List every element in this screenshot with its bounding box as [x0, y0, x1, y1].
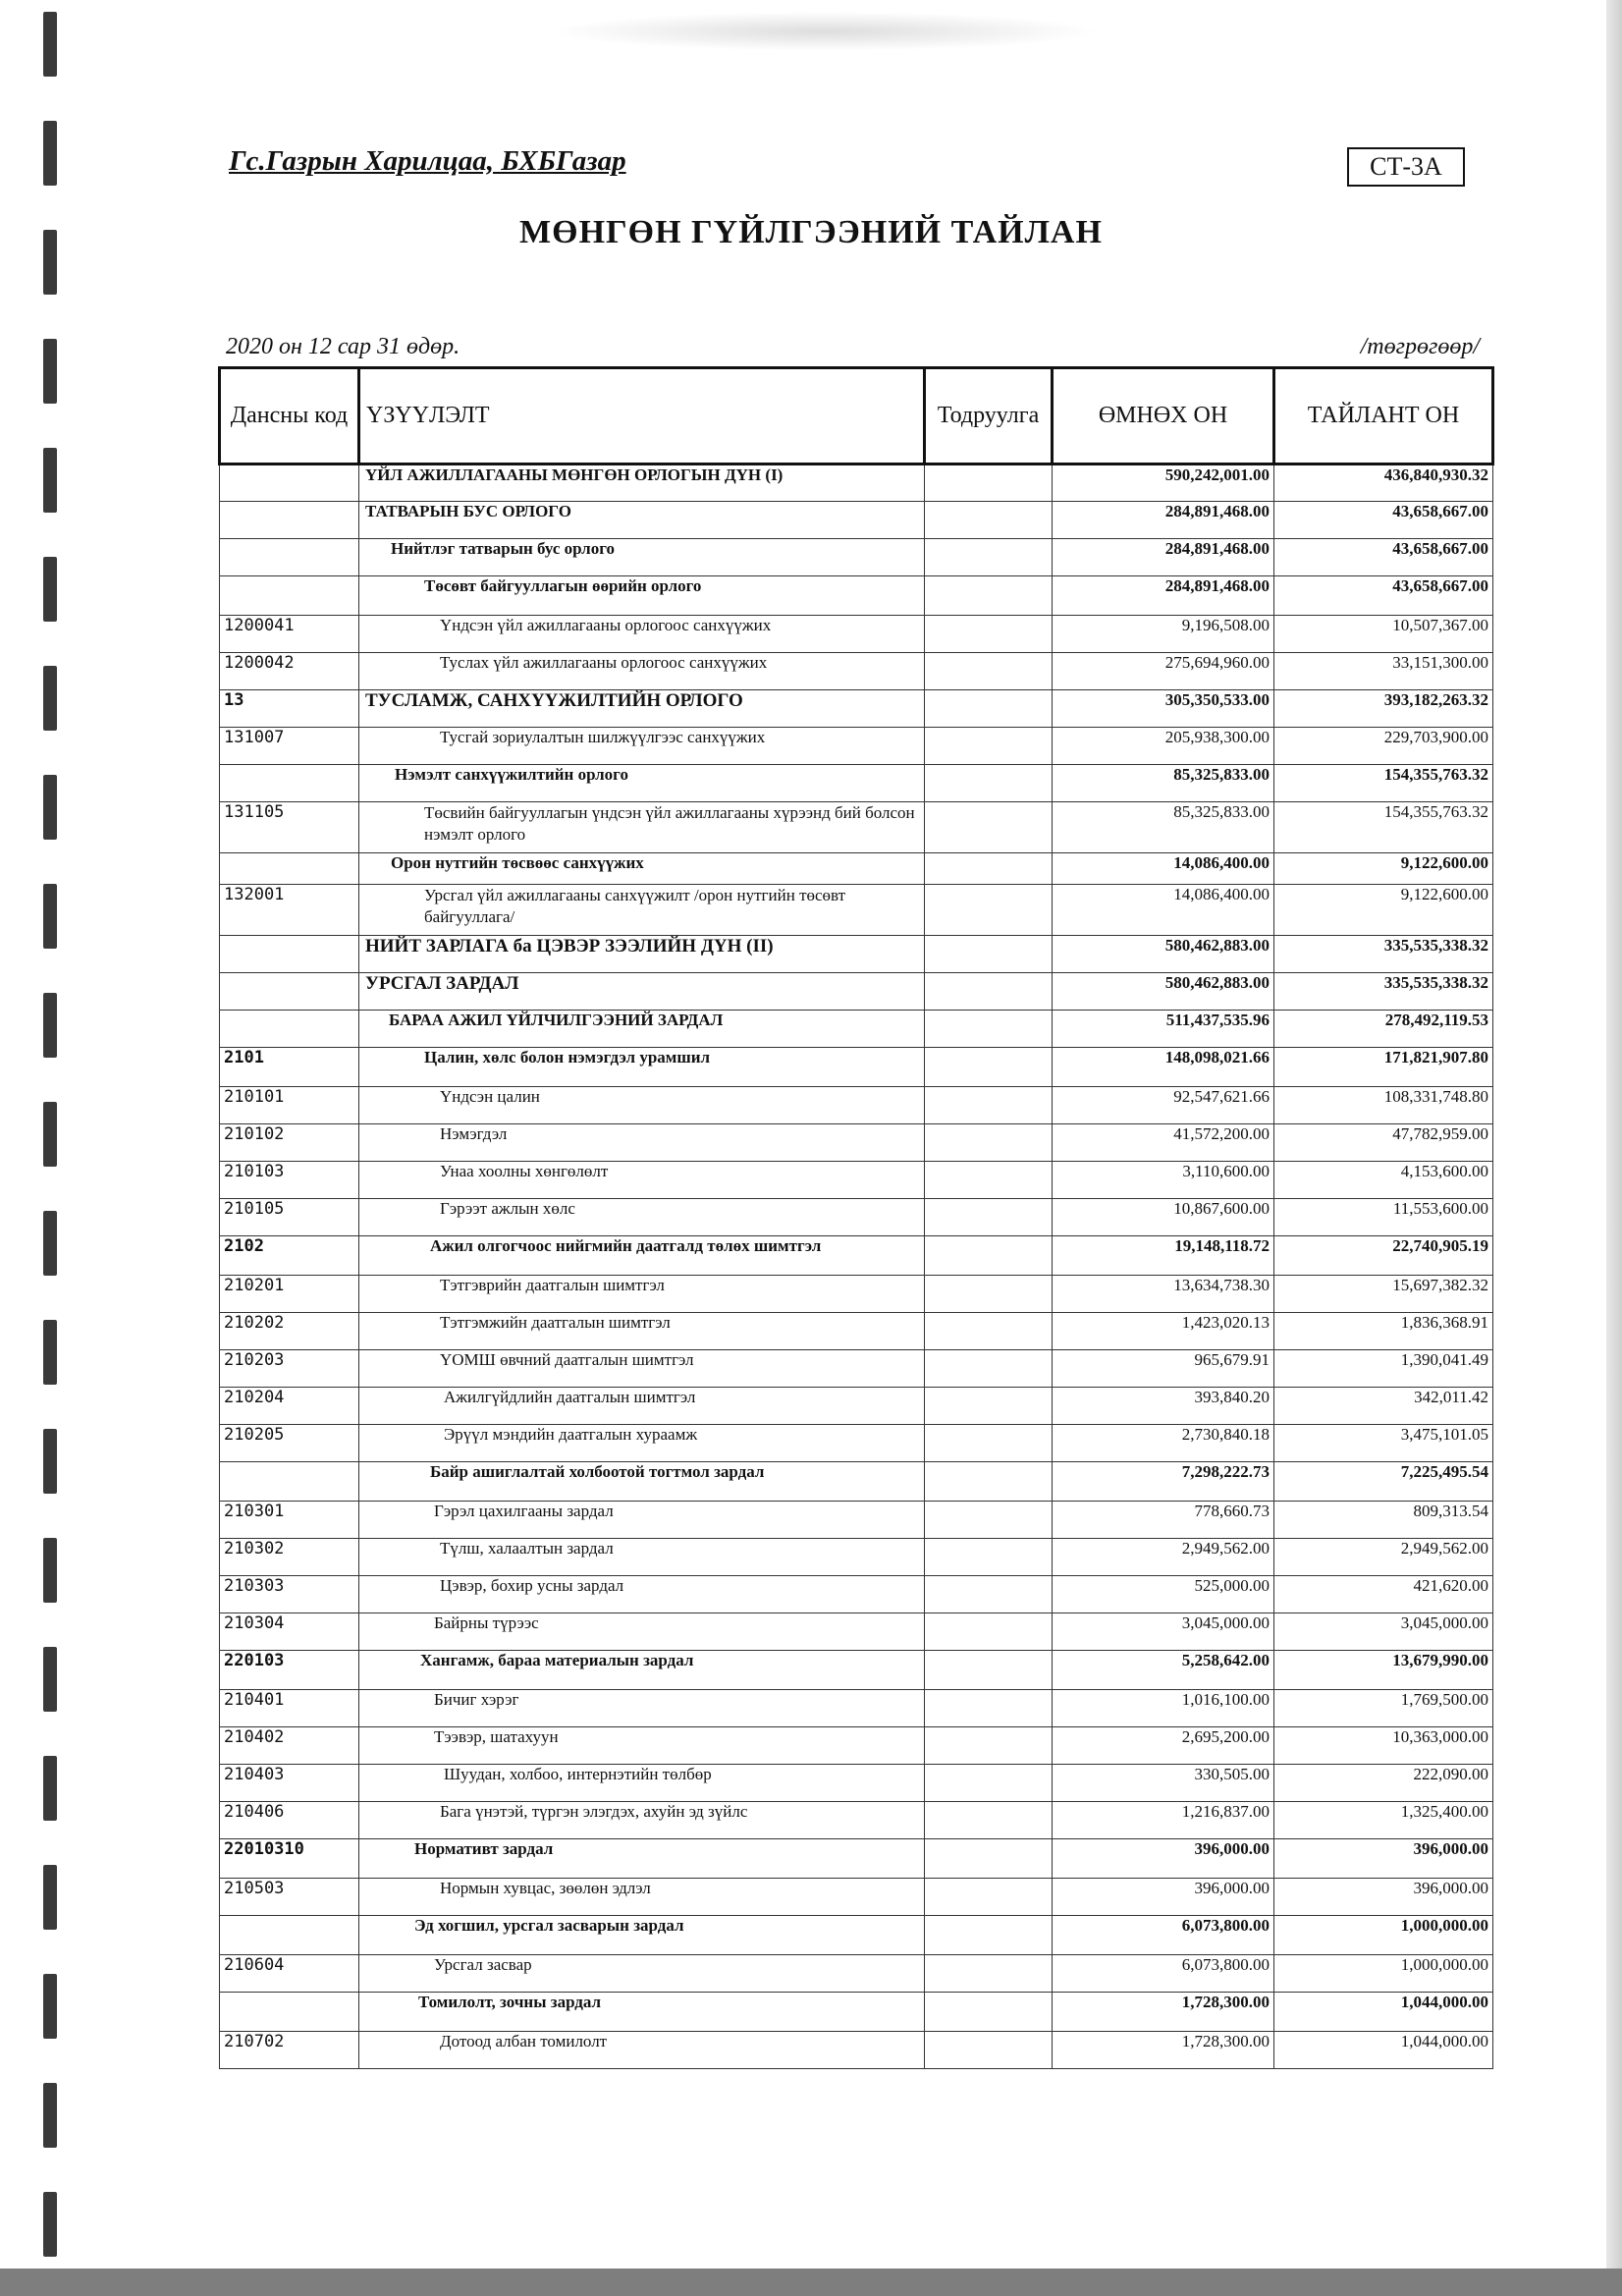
- indicator-name: Бичиг хэрэг: [359, 1690, 925, 1727]
- table-row: [220, 936, 1493, 973]
- cash-flow-table: [218, 366, 1494, 2069]
- indicator-name: Тэтгэмжийн даатгалын шимтгэл: [359, 1313, 925, 1350]
- note-cell: [925, 1502, 1053, 1539]
- previous-year-amount: 1,016,100.00: [1053, 1690, 1274, 1727]
- current-year-amount: 342,011.42: [1274, 1388, 1493, 1425]
- indicator-name: Дотоод албан томилолт: [359, 2032, 925, 2069]
- indicator-name: НИЙТ ЗАРЛАГА ба ЦЭВЭР ЗЭЭЛИЙН ДҮН (II): [359, 936, 925, 973]
- current-year-amount: 278,492,119.53: [1274, 1011, 1493, 1048]
- table-row: [220, 1162, 1493, 1199]
- table-header-row: [220, 368, 1493, 465]
- note-cell: [925, 576, 1053, 616]
- previous-year-amount: 284,891,468.00: [1053, 539, 1274, 576]
- previous-year-amount: 41,572,200.00: [1053, 1124, 1274, 1162]
- indicator-name: ТАТВАРЫН БУС ОРЛОГО: [359, 502, 925, 539]
- previous-year-amount: 305,350,533.00: [1053, 690, 1274, 728]
- note-cell: [925, 1276, 1053, 1313]
- account-code: 210304: [220, 1613, 359, 1651]
- account-code: [220, 765, 359, 802]
- current-year-amount: 171,821,907.80: [1274, 1048, 1493, 1087]
- account-code: [220, 539, 359, 576]
- previous-year-amount: 2,730,840.18: [1053, 1425, 1274, 1462]
- account-code: [220, 1993, 359, 2032]
- account-code: [220, 1462, 359, 1502]
- previous-year-amount: 19,148,118.72: [1053, 1236, 1274, 1276]
- note-cell: [925, 1462, 1053, 1502]
- account-code: [220, 502, 359, 539]
- binding-mark: [43, 1538, 57, 1603]
- note-cell: [925, 465, 1053, 502]
- current-year-amount: 9,122,600.00: [1274, 885, 1493, 936]
- current-year-amount: 3,045,000.00: [1274, 1613, 1493, 1651]
- current-year-amount: 154,355,763.32: [1274, 802, 1493, 853]
- current-year-amount: 335,535,338.32: [1274, 973, 1493, 1011]
- previous-year-amount: 284,891,468.00: [1053, 502, 1274, 539]
- table-row: [220, 1502, 1493, 1539]
- current-year-amount: 396,000.00: [1274, 1839, 1493, 1879]
- current-year-amount: 1,390,041.49: [1274, 1350, 1493, 1388]
- previous-year-amount: 1,728,300.00: [1053, 2032, 1274, 2069]
- current-year-amount: 108,331,748.80: [1274, 1087, 1493, 1124]
- table-row: [220, 1011, 1493, 1048]
- note-cell: [925, 1048, 1053, 1087]
- current-year-amount: 11,553,600.00: [1274, 1199, 1493, 1236]
- account-code: 210203: [220, 1350, 359, 1388]
- account-code: 210604: [220, 1955, 359, 1993]
- binding-mark: [43, 1974, 57, 2039]
- note-cell: [925, 502, 1053, 539]
- binding-mark: [43, 993, 57, 1058]
- table-row: [220, 1425, 1493, 1462]
- note-cell: [925, 1839, 1053, 1879]
- indicator-name: Нэмэгдэл: [359, 1124, 925, 1162]
- previous-year-amount: 13,634,738.30: [1053, 1276, 1274, 1313]
- current-year-amount: 393,182,263.32: [1274, 690, 1493, 728]
- indicator-name: Тусгай зориулалтын шилжүүлгээс санхүүжих: [359, 728, 925, 765]
- previous-year-amount: 148,098,021.66: [1053, 1048, 1274, 1087]
- note-cell: [925, 853, 1053, 885]
- table-row: [220, 502, 1493, 539]
- table-row: [220, 1651, 1493, 1690]
- account-code: [220, 853, 359, 885]
- header-code: Дансны код: [220, 368, 359, 465]
- header-previous-year: ӨМНӨХ ОН: [1053, 368, 1274, 465]
- previous-year-amount: 7,298,222.73: [1053, 1462, 1274, 1502]
- note-cell: [925, 1350, 1053, 1388]
- note-cell: [925, 1236, 1053, 1276]
- note-cell: [925, 1802, 1053, 1839]
- indicator-name: Эрүүл мэндийн даатгалын хураамж: [359, 1425, 925, 1462]
- account-code: 210302: [220, 1539, 359, 1576]
- previous-year-amount: 2,695,200.00: [1053, 1727, 1274, 1765]
- previous-year-amount: 6,073,800.00: [1053, 1955, 1274, 1993]
- indicator-name: Үндсэн цалин: [359, 1087, 925, 1124]
- note-cell: [925, 539, 1053, 576]
- table-row: [220, 1048, 1493, 1087]
- previous-year-amount: 3,045,000.00: [1053, 1613, 1274, 1651]
- note-cell: [925, 1087, 1053, 1124]
- table-row: [220, 1613, 1493, 1651]
- account-code: 210202: [220, 1313, 359, 1350]
- current-year-amount: 229,703,900.00: [1274, 728, 1493, 765]
- account-code: 210401: [220, 1690, 359, 1727]
- indicator-name: Төсөвт байгууллагын өөрийн орлого: [359, 576, 925, 616]
- account-code: 210402: [220, 1727, 359, 1765]
- account-code: 131105: [220, 802, 359, 853]
- note-cell: [925, 1993, 1053, 2032]
- table-row: [220, 1916, 1493, 1955]
- current-year-amount: 809,313.54: [1274, 1502, 1493, 1539]
- previous-year-amount: 580,462,883.00: [1053, 973, 1274, 1011]
- binding-mark: [43, 666, 57, 731]
- currency-unit: /төгрөгөөр/: [1360, 334, 1480, 359]
- account-code: 210205: [220, 1425, 359, 1462]
- binding-mark: [43, 1102, 57, 1167]
- table-row: [220, 465, 1493, 502]
- account-code: 220103: [220, 1651, 359, 1690]
- table-row: [220, 1236, 1493, 1276]
- account-code: 210702: [220, 2032, 359, 2069]
- form-code-box: СТ-3А: [1347, 147, 1465, 187]
- page-title: МӨНГӨН ГҮЙЛГЭЭНИЙ ТАЙЛАН: [519, 214, 1103, 250]
- note-cell: [925, 1727, 1053, 1765]
- previous-year-amount: 396,000.00: [1053, 1879, 1274, 1916]
- account-code: 210101: [220, 1087, 359, 1124]
- account-code: [220, 936, 359, 973]
- indicator-name: Гэрээт ажлын хөлс: [359, 1199, 925, 1236]
- indicator-name: ТУСЛАМЖ, САНХҮҮЖИЛТИЙН ОРЛОГО: [359, 690, 925, 728]
- previous-year-amount: 6,073,800.00: [1053, 1916, 1274, 1955]
- current-year-amount: 1,325,400.00: [1274, 1802, 1493, 1839]
- indicator-name: Нийтлэг татварын бус орлого: [359, 539, 925, 576]
- current-year-amount: 1,769,500.00: [1274, 1690, 1493, 1727]
- binding-mark: [43, 557, 57, 622]
- note-cell: [925, 973, 1053, 1011]
- page-edge: [1606, 0, 1622, 2296]
- previous-year-amount: 396,000.00: [1053, 1839, 1274, 1879]
- note-cell: [925, 1011, 1053, 1048]
- previous-year-amount: 275,694,960.00: [1053, 653, 1274, 690]
- binding-mark: [43, 884, 57, 949]
- previous-year-amount: 393,840.20: [1053, 1388, 1274, 1425]
- table-row: [220, 539, 1493, 576]
- current-year-amount: 396,000.00: [1274, 1879, 1493, 1916]
- header-note: Тодруулга: [925, 368, 1053, 465]
- table-row: [220, 1576, 1493, 1613]
- table-row: [220, 1727, 1493, 1765]
- current-year-amount: 2,949,562.00: [1274, 1539, 1493, 1576]
- indicator-name: Унаа хоолны хөнгөлөлт: [359, 1162, 925, 1199]
- note-cell: [925, 1199, 1053, 1236]
- binding-mark: [43, 2192, 57, 2257]
- account-code: 210301: [220, 1502, 359, 1539]
- binding-mark: [43, 339, 57, 404]
- table-row: [220, 2032, 1493, 2069]
- note-cell: [925, 802, 1053, 853]
- table-row: [220, 1993, 1493, 2032]
- table-row: [220, 1462, 1493, 1502]
- binding-mark: [43, 2083, 57, 2148]
- note-cell: [925, 936, 1053, 973]
- note-cell: [925, 1916, 1053, 1955]
- note-cell: [925, 1613, 1053, 1651]
- header-current-year: ТАЙЛАНТ ОН: [1274, 368, 1493, 465]
- indicator-name: Урсгал үйл ажиллагааны санхүүжилт /орон нутгийн төсөвт байгууллага/: [359, 885, 925, 936]
- note-cell: [925, 1539, 1053, 1576]
- account-code: 22010310: [220, 1839, 359, 1879]
- current-year-amount: 13,679,990.00: [1274, 1651, 1493, 1690]
- indicator-name: ҮЙЛ АЖИЛЛАГААНЫ МӨНГӨН ОРЛОГЫН ДҮН (I): [359, 465, 925, 502]
- indicator-name: Хангамж, бараа материалын зардал: [359, 1651, 925, 1690]
- note-cell: [925, 1955, 1053, 1993]
- table-row: [220, 1276, 1493, 1313]
- indicator-name: Нэмэлт санхүүжилтийн орлого: [359, 765, 925, 802]
- scanner-bar: [0, 2269, 1622, 2296]
- table-row: [220, 1955, 1493, 1993]
- previous-year-amount: 14,086,400.00: [1053, 885, 1274, 936]
- previous-year-amount: 511,437,535.96: [1053, 1011, 1274, 1048]
- table-row: [220, 1124, 1493, 1162]
- account-code: 2102: [220, 1236, 359, 1276]
- previous-year-amount: 778,660.73: [1053, 1502, 1274, 1539]
- current-year-amount: 10,507,367.00: [1274, 616, 1493, 653]
- report-date: 2020 он 12 сар 31 өдөр.: [226, 334, 460, 359]
- indicator-name: ҮОМШ өвчний даатгалын шимтгэл: [359, 1350, 925, 1388]
- table-row: [220, 1199, 1493, 1236]
- current-year-amount: 4,153,600.00: [1274, 1162, 1493, 1199]
- table-row: [220, 802, 1493, 853]
- account-code: 210303: [220, 1576, 359, 1613]
- previous-year-amount: 1,423,020.13: [1053, 1313, 1274, 1350]
- current-year-amount: 154,355,763.32: [1274, 765, 1493, 802]
- current-year-amount: 43,658,667.00: [1274, 502, 1493, 539]
- indicator-name: Түлш, халаалтын зардал: [359, 1539, 925, 1576]
- previous-year-amount: 580,462,883.00: [1053, 936, 1274, 973]
- indicator-name: Орон нутгийн төсвөөс санхүүжих: [359, 853, 925, 885]
- previous-year-amount: 10,867,600.00: [1053, 1199, 1274, 1236]
- indicator-name: Томилолт, зочны зардал: [359, 1993, 925, 2032]
- note-cell: [925, 765, 1053, 802]
- previous-year-amount: 92,547,621.66: [1053, 1087, 1274, 1124]
- previous-year-amount: 1,728,300.00: [1053, 1993, 1274, 2032]
- table-row: [220, 765, 1493, 802]
- current-year-amount: 10,363,000.00: [1274, 1727, 1493, 1765]
- indicator-name: Эд хогшил, урсгал засварын зардал: [359, 1916, 925, 1955]
- account-code: 210406: [220, 1802, 359, 1839]
- binding-mark: [43, 1865, 57, 1930]
- note-cell: [925, 1388, 1053, 1425]
- account-code: [220, 973, 359, 1011]
- table-row: [220, 853, 1493, 885]
- note-cell: [925, 1690, 1053, 1727]
- account-code: 13: [220, 690, 359, 728]
- binding-mark: [43, 1647, 57, 1712]
- current-year-amount: 421,620.00: [1274, 1576, 1493, 1613]
- binding-mark: [43, 121, 57, 186]
- previous-year-amount: 14,086,400.00: [1053, 853, 1274, 885]
- indicator-name: Байрны түрээс: [359, 1613, 925, 1651]
- note-cell: [925, 1313, 1053, 1350]
- table-row: [220, 690, 1493, 728]
- indicator-name: Тээвэр, шатахуун: [359, 1727, 925, 1765]
- scan-artifact: [550, 12, 1100, 51]
- account-code: [220, 465, 359, 502]
- account-code: 2101: [220, 1048, 359, 1087]
- current-year-amount: 1,836,368.91: [1274, 1313, 1493, 1350]
- account-code: 1200041: [220, 616, 359, 653]
- previous-year-amount: 330,505.00: [1053, 1765, 1274, 1802]
- indicator-name: Туслах үйл ажиллагааны орлогоос санхүүжих: [359, 653, 925, 690]
- binding-mark: [43, 775, 57, 840]
- previous-year-amount: 3,110,600.00: [1053, 1162, 1274, 1199]
- indicator-name: Үндсэн үйл ажиллагааны орлогоос санхүүжих: [359, 616, 925, 653]
- binding-mark: [43, 12, 57, 77]
- table-row: [220, 1690, 1493, 1727]
- indicator-name: Ажил олгогчоос нийгмийн даатгалд төлөх шимтгэл: [359, 1236, 925, 1276]
- indicator-name: Гэрэл цахилгааны зардал: [359, 1502, 925, 1539]
- note-cell: [925, 1576, 1053, 1613]
- account-code: 131007: [220, 728, 359, 765]
- table-row: [220, 653, 1493, 690]
- account-code: 210105: [220, 1199, 359, 1236]
- header-indicator: ҮЗҮҮЛЭЛТ: [359, 368, 925, 465]
- current-year-amount: 47,782,959.00: [1274, 1124, 1493, 1162]
- note-cell: [925, 1124, 1053, 1162]
- table-row: [220, 973, 1493, 1011]
- current-year-amount: 22,740,905.19: [1274, 1236, 1493, 1276]
- table-row: [220, 885, 1493, 936]
- binding-holes: [39, 0, 61, 2296]
- organization-name: Гс.Газрын Харилцаа, БХБГазар: [229, 145, 626, 177]
- account-code: 1200042: [220, 653, 359, 690]
- note-cell: [925, 1765, 1053, 1802]
- note-cell: [925, 616, 1053, 653]
- note-cell: [925, 1879, 1053, 1916]
- indicator-name: Байр ашиглалтай холбоотой тогтмол зардал: [359, 1462, 925, 1502]
- account-code: [220, 1916, 359, 1955]
- indicator-name: Төсвийн байгууллагын үндсэн үйл ажиллагааны хүрээнд бий болсон нэмэлт орлого: [359, 802, 925, 853]
- previous-year-amount: 2,949,562.00: [1053, 1539, 1274, 1576]
- table-row: [220, 1765, 1493, 1802]
- current-year-amount: 1,044,000.00: [1274, 2032, 1493, 2069]
- table-row: [220, 1539, 1493, 1576]
- binding-mark: [43, 1320, 57, 1385]
- note-cell: [925, 2032, 1053, 2069]
- table-row: [220, 728, 1493, 765]
- previous-year-amount: 1,216,837.00: [1053, 1802, 1274, 1839]
- account-code: 210403: [220, 1765, 359, 1802]
- note-cell: [925, 1651, 1053, 1690]
- indicator-name: Урсгал засвар: [359, 1955, 925, 1993]
- table-row: [220, 1879, 1493, 1916]
- current-year-amount: 1,000,000.00: [1274, 1916, 1493, 1955]
- current-year-amount: 7,225,495.54: [1274, 1462, 1493, 1502]
- current-year-amount: 33,151,300.00: [1274, 653, 1493, 690]
- account-code: 210201: [220, 1276, 359, 1313]
- indicator-name: Нормативт зардал: [359, 1839, 925, 1879]
- current-year-amount: 335,535,338.32: [1274, 936, 1493, 973]
- previous-year-amount: 284,891,468.00: [1053, 576, 1274, 616]
- previous-year-amount: 85,325,833.00: [1053, 802, 1274, 853]
- note-cell: [925, 1425, 1053, 1462]
- table-row: [220, 616, 1493, 653]
- table-row: [220, 1839, 1493, 1879]
- note-cell: [925, 690, 1053, 728]
- account-code: [220, 576, 359, 616]
- table-row: [220, 1802, 1493, 1839]
- previous-year-amount: 205,938,300.00: [1053, 728, 1274, 765]
- current-year-amount: 3,475,101.05: [1274, 1425, 1493, 1462]
- current-year-amount: 15,697,382.32: [1274, 1276, 1493, 1313]
- note-cell: [925, 653, 1053, 690]
- account-code: 210503: [220, 1879, 359, 1916]
- table-body: [220, 465, 1493, 2069]
- note-cell: [925, 885, 1053, 936]
- account-code: 210204: [220, 1388, 359, 1425]
- binding-mark: [43, 1429, 57, 1494]
- table-row: [220, 1388, 1493, 1425]
- current-year-amount: 1,044,000.00: [1274, 1993, 1493, 2032]
- indicator-name: Тэтгэврийн даатгалын шимтгэл: [359, 1276, 925, 1313]
- table-row: [220, 1087, 1493, 1124]
- current-year-amount: 9,122,600.00: [1274, 853, 1493, 885]
- table-row: [220, 1350, 1493, 1388]
- previous-year-amount: 9,196,508.00: [1053, 616, 1274, 653]
- current-year-amount: 1,000,000.00: [1274, 1955, 1493, 1993]
- binding-mark: [43, 1211, 57, 1276]
- previous-year-amount: 5,258,642.00: [1053, 1651, 1274, 1690]
- indicator-name: Ажилгүйдлийн даатгалын шимтгэл: [359, 1388, 925, 1425]
- note-cell: [925, 728, 1053, 765]
- indicator-name: Цалин, хөлс болон нэмэгдэл урамшил: [359, 1048, 925, 1087]
- account-code: [220, 1011, 359, 1048]
- account-code: 210102: [220, 1124, 359, 1162]
- previous-year-amount: 590,242,001.00: [1053, 465, 1274, 502]
- table-row: [220, 576, 1493, 616]
- indicator-name: Цэвэр, бохир усны зардал: [359, 1576, 925, 1613]
- indicator-name: БАРАА АЖИЛ ҮЙЛЧИЛГЭЭНИЙ ЗАРДАЛ: [359, 1011, 925, 1048]
- previous-year-amount: 965,679.91: [1053, 1350, 1274, 1388]
- account-code: 210103: [220, 1162, 359, 1199]
- indicator-name: Шуудан, холбоо, интернэтийн төлбөр: [359, 1765, 925, 1802]
- current-year-amount: 436,840,930.32: [1274, 465, 1493, 502]
- indicator-name: Бага үнэтэй, түргэн элэгдэх, ахуйн эд зүйлс: [359, 1802, 925, 1839]
- binding-mark: [43, 1756, 57, 1821]
- note-cell: [925, 1162, 1053, 1199]
- binding-mark: [43, 448, 57, 513]
- indicator-name: УРСГАЛ ЗАРДАЛ: [359, 973, 925, 1011]
- account-code: 132001: [220, 885, 359, 936]
- current-year-amount: 222,090.00: [1274, 1765, 1493, 1802]
- current-year-amount: 43,658,667.00: [1274, 539, 1493, 576]
- indicator-name: Нормын хувцас, зөөлөн эдлэл: [359, 1879, 925, 1916]
- table-row: [220, 1313, 1493, 1350]
- previous-year-amount: 525,000.00: [1053, 1576, 1274, 1613]
- current-year-amount: 43,658,667.00: [1274, 576, 1493, 616]
- previous-year-amount: 85,325,833.00: [1053, 765, 1274, 802]
